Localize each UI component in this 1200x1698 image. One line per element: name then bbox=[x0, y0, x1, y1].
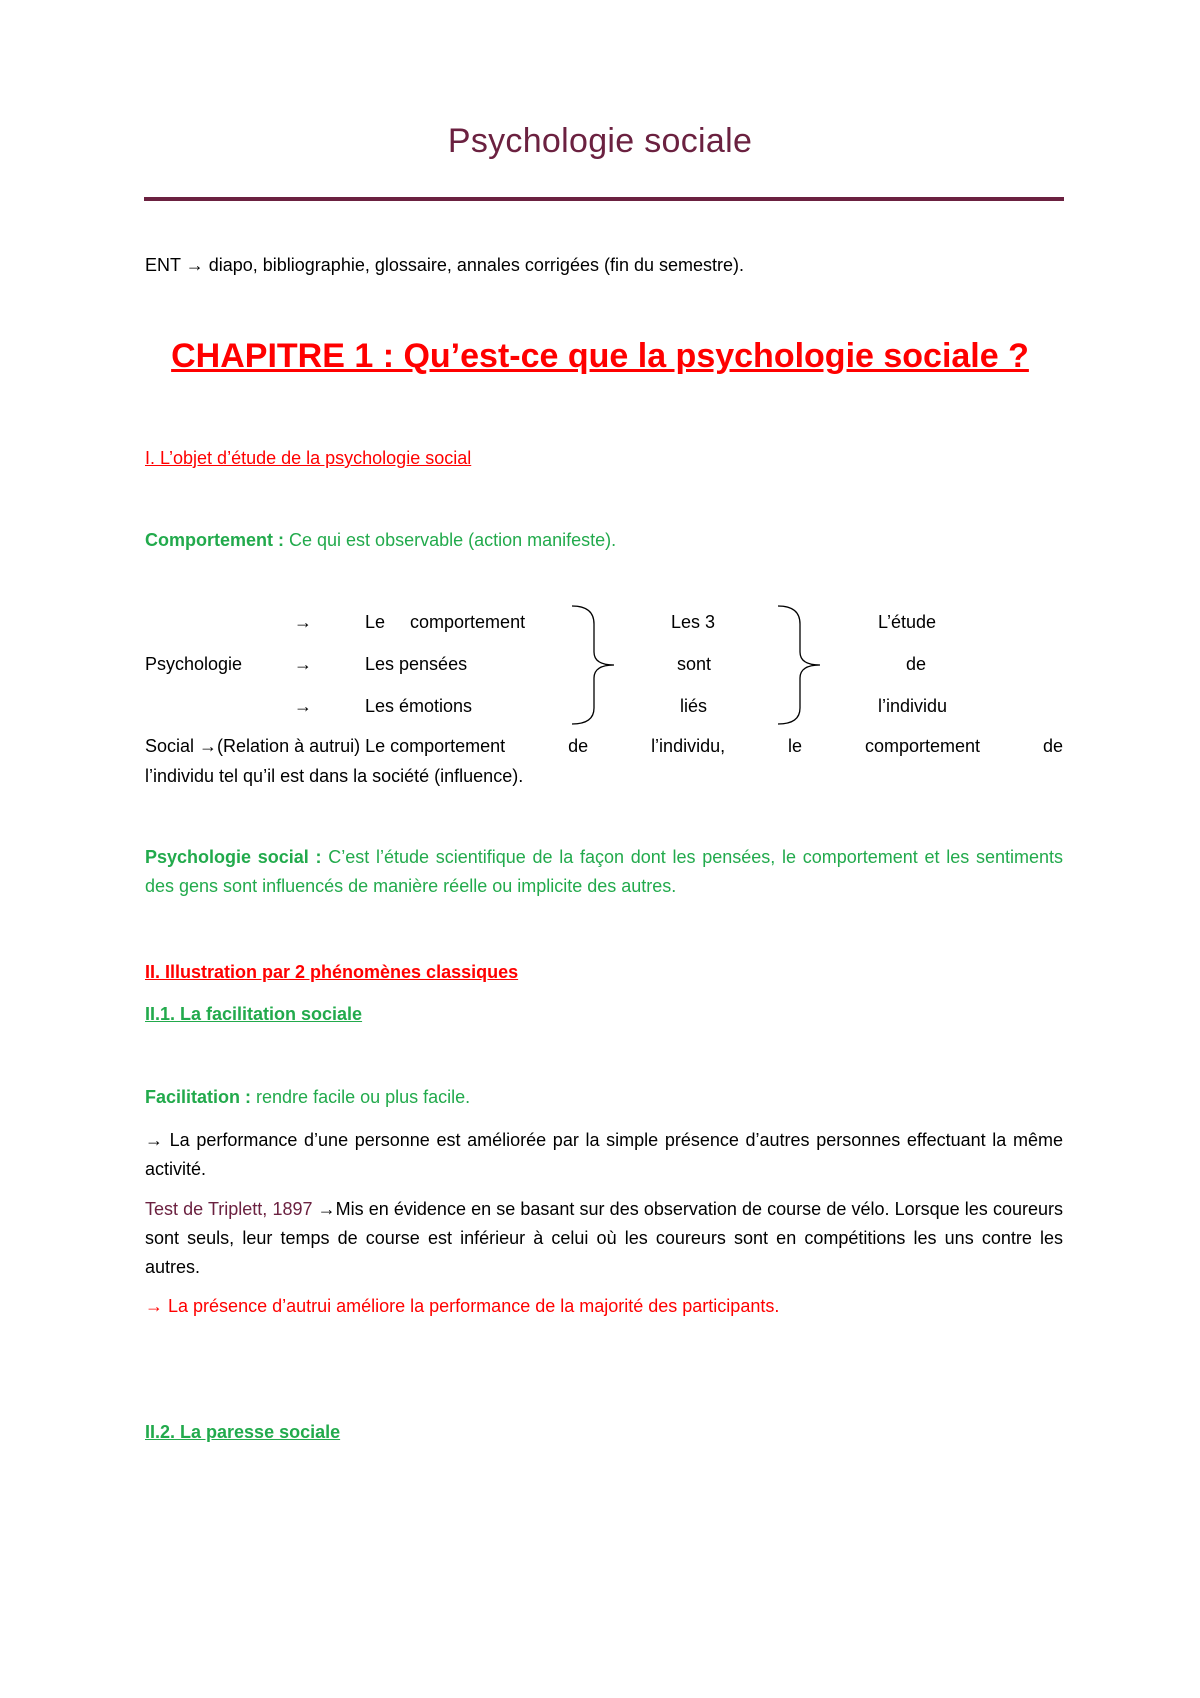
facilitation-definition bbox=[145, 1087, 470, 1108]
diagram-right-text: l’individu bbox=[878, 696, 948, 716]
arrow-right-icon: → bbox=[145, 1130, 163, 1150]
arrow-right-icon: → bbox=[199, 736, 218, 756]
social-lead bbox=[145, 736, 505, 757]
subsection-2-1-heading: II.1. La facilitation sociale bbox=[145, 1004, 363, 1024]
performance-paragraph bbox=[145, 1126, 1063, 1184]
social-word: l’individu, bbox=[651, 736, 726, 756]
ent-label: ENT bbox=[145, 255, 181, 275]
facilitation-term: Facilitation : bbox=[145, 1087, 252, 1107]
right-brace-icon bbox=[776, 600, 826, 730]
diagram-middle-text: sont bbox=[677, 654, 712, 674]
arrow-right-icon: → bbox=[317, 1199, 336, 1219]
social-continuation: l’individu tel qu’il est dans la société (influence). bbox=[145, 766, 524, 786]
arrow-right-icon: → bbox=[294, 654, 312, 674]
psychologie-social-text: C’est l’étude scientifique de la façon dont les pensées, le comportement et les sentiments des gens sont influencés de manière réelle ou implicite des autres. bbox=[145, 847, 1063, 896]
social-word: de bbox=[568, 736, 589, 756]
psychologie-social-term: Psychologie social : bbox=[145, 847, 322, 867]
comportement-text: Ce qui est observable (action manifeste). bbox=[289, 530, 617, 550]
title-divider bbox=[144, 197, 1064, 201]
diagram-right-text: de bbox=[906, 654, 927, 674]
diagram-middle-text: liés bbox=[680, 696, 708, 716]
right-brace-icon bbox=[570, 600, 620, 730]
social-word: (Relation à autrui) Le comportement bbox=[217, 736, 506, 756]
arrow-right-icon: → bbox=[145, 1296, 163, 1316]
diagram-right-text: L’étude bbox=[878, 612, 937, 632]
social-word: comportement bbox=[864, 736, 981, 756]
social-line bbox=[145, 736, 1063, 757]
psychologie-social-definition bbox=[145, 843, 1063, 901]
conclusion-line bbox=[145, 1296, 779, 1317]
triplett-label: Test de Triplett, 1897 bbox=[145, 1199, 313, 1219]
diagram-item: Le comportement bbox=[365, 612, 526, 632]
diagram-item: Les émotions bbox=[365, 696, 473, 716]
arrow-right-icon: → bbox=[294, 612, 312, 632]
social-word: de bbox=[1042, 736, 1063, 756]
comportement-term: Comportement : bbox=[145, 530, 284, 550]
section-2-heading: II. Illustration par 2 phénomènes classiques bbox=[145, 962, 519, 982]
conclusion-text: La présence d’autrui améliore la performance de la majorité des participants. bbox=[168, 1296, 780, 1316]
ent-line bbox=[145, 255, 744, 276]
document-title: Psychologie sociale bbox=[447, 122, 753, 160]
section-1-heading: I. L’objet d’étude de la psychologie social bbox=[145, 448, 472, 468]
chapter-title: CHAPITRE 1 : Qu’est-ce que la psychologie sociale ? bbox=[171, 337, 1029, 375]
diagram-middle-text: Les 3 bbox=[671, 612, 716, 632]
triplett-text: Mis en évidence en se basant sur des observation de course de vélo. Lorsque les coureurs sont seuls, leur temps de course est inférieur à celui où les coureurs sont en compétitions les uns contre les autres. bbox=[145, 1199, 1063, 1277]
comportement-definition bbox=[145, 530, 616, 551]
ent-text: diapo, bibliographie, glossaire, annales corrigées (fin du semestre). bbox=[208, 255, 745, 275]
triplett-paragraph bbox=[145, 1195, 1063, 1282]
social-label: Social bbox=[145, 736, 195, 756]
diagram-item: Les pensées bbox=[365, 654, 468, 674]
arrow-right-icon: → bbox=[294, 696, 312, 716]
subsection-2-2-heading: II.2. La paresse sociale bbox=[145, 1422, 341, 1442]
performance-text: La performance d’une personne est améliorée par la simple présence d’autres personnes effectuant la même activité. bbox=[145, 1130, 1063, 1179]
facilitation-text: rendre facile ou plus facile. bbox=[256, 1087, 471, 1107]
arrow-right-icon: → bbox=[185, 255, 204, 275]
diagram-left-label: Psychologie bbox=[145, 654, 243, 674]
social-word: le bbox=[788, 736, 803, 756]
